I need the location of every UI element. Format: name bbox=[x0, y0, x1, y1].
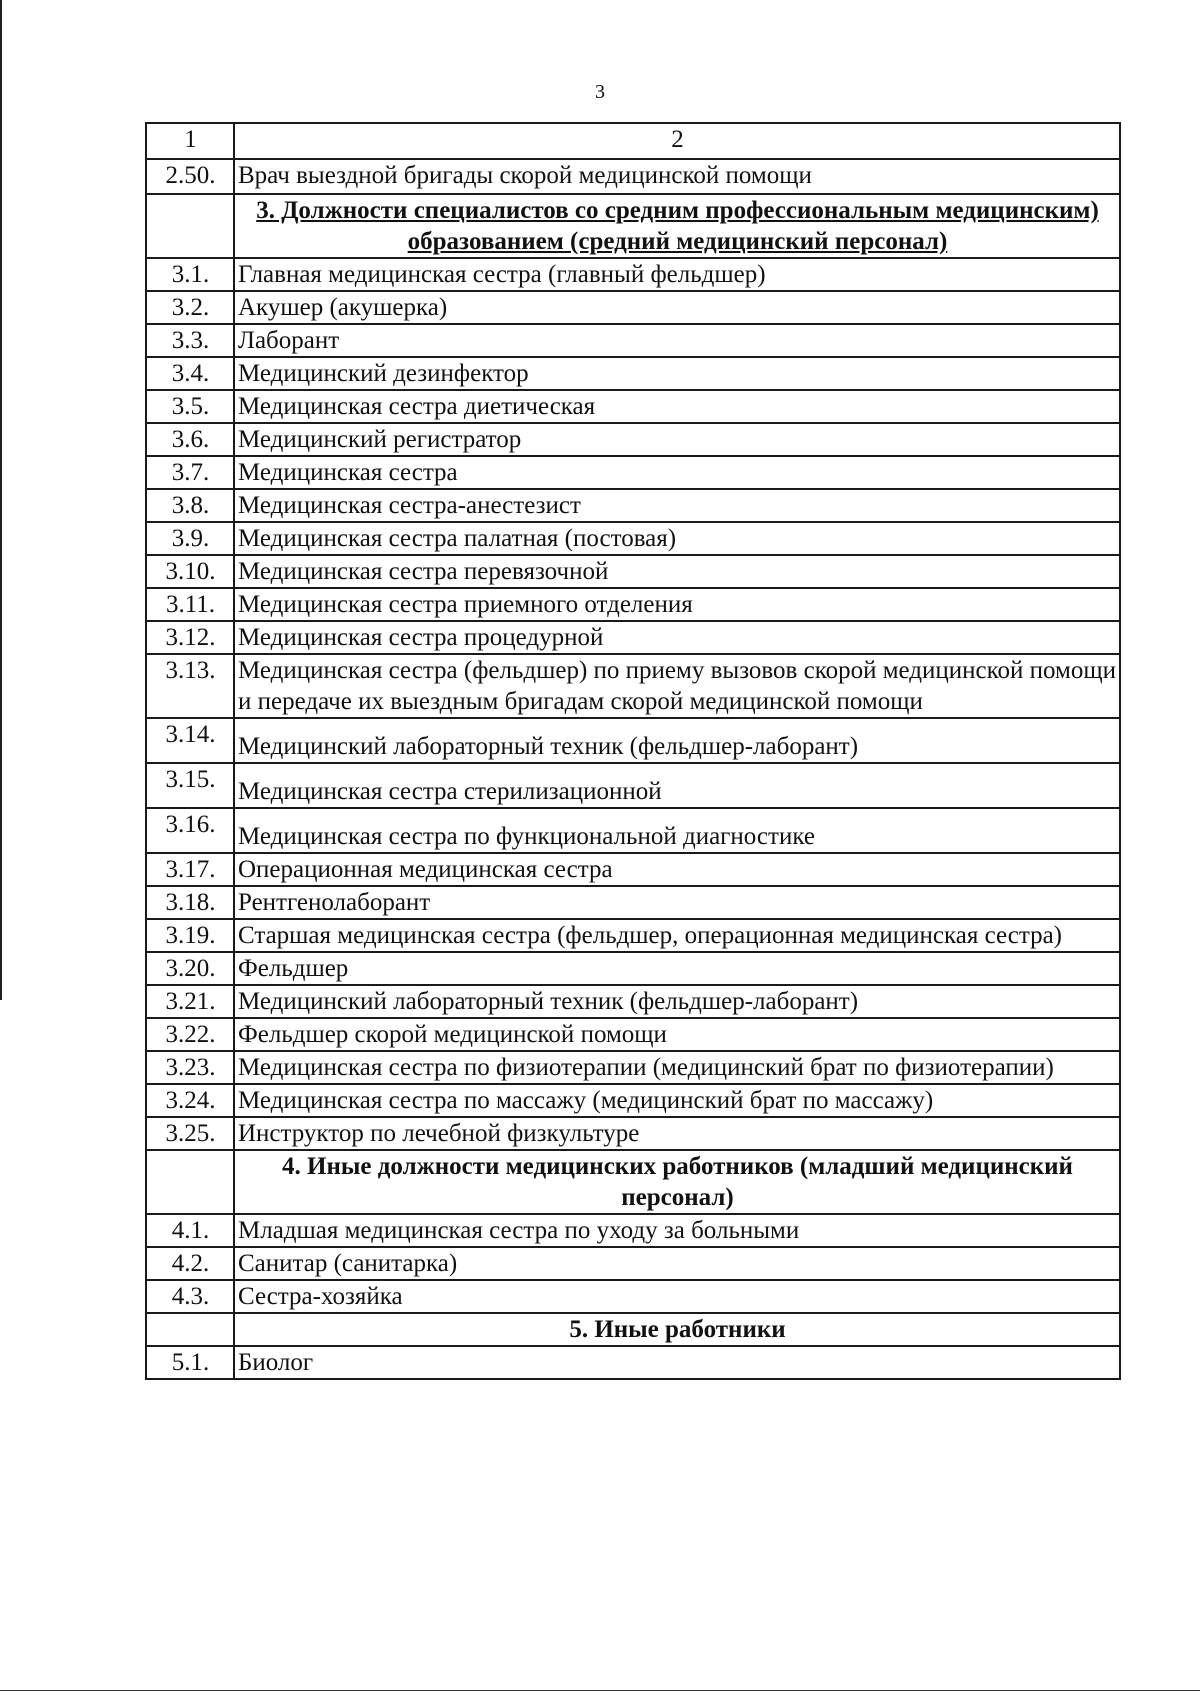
table-row bbox=[146, 258, 1120, 291]
row-position: Медицинская сестра процедурной bbox=[234, 621, 1120, 654]
row-position: Медицинская сестра по функциональной диагностике bbox=[234, 808, 1120, 853]
row-position: Медицинская сестра (фельдшер) по приему вызовов скорой медицинской помощи и передаче их выездным бригадам скорой медицинской помощи bbox=[234, 654, 1120, 718]
row-number: 3.17. bbox=[146, 853, 234, 886]
row-position: Сестра-хозяйка bbox=[234, 1280, 1120, 1313]
table-row bbox=[146, 423, 1120, 456]
table-row bbox=[146, 159, 1120, 194]
table-row bbox=[146, 456, 1120, 489]
table-row bbox=[146, 763, 1120, 808]
table-row bbox=[146, 555, 1120, 588]
row-number: 3.6. bbox=[146, 423, 234, 456]
section-heading bbox=[234, 194, 1120, 258]
row-position: Медицинская сестра стерилизационной bbox=[234, 763, 1120, 808]
section-number-cell bbox=[146, 1150, 234, 1214]
section-row bbox=[146, 1313, 1120, 1346]
table-row bbox=[146, 853, 1120, 886]
row-position: Медицинская сестра перевязочной bbox=[234, 555, 1120, 588]
row-position: Акушер (акушерка) bbox=[234, 291, 1120, 324]
row-number: 3.7. bbox=[146, 456, 234, 489]
row-number: 3.10. bbox=[146, 555, 234, 588]
table-row bbox=[146, 489, 1120, 522]
row-number: 3.20. bbox=[146, 952, 234, 985]
row-position: Медицинская сестра диетическая bbox=[234, 390, 1120, 423]
row-position: Биолог bbox=[234, 1346, 1120, 1379]
table-row bbox=[146, 390, 1120, 423]
row-position: Рентгенолаборант bbox=[234, 886, 1120, 919]
row-number: 3.16. bbox=[146, 808, 234, 853]
row-number: 3.21. bbox=[146, 985, 234, 1018]
table-row bbox=[146, 1051, 1120, 1084]
section-number-cell bbox=[146, 194, 234, 258]
row-number: 3.18. bbox=[146, 886, 234, 919]
row-position: Старшая медицинская сестра (фельдшер, операционная медицинская сестра) bbox=[234, 919, 1120, 952]
row-position: Медицинская сестра приемного отделения bbox=[234, 588, 1120, 621]
table-row bbox=[146, 654, 1120, 718]
row-position: Медицинская сестра-анестезист bbox=[234, 489, 1120, 522]
row-position: Санитар (санитарка) bbox=[234, 1247, 1120, 1280]
table-row bbox=[146, 1018, 1120, 1051]
scan-edge-bottom bbox=[0, 1690, 1200, 1691]
section-row bbox=[146, 194, 1120, 258]
row-number: 5.1. bbox=[146, 1346, 234, 1379]
table-row bbox=[146, 718, 1120, 763]
row-number: 3.12. bbox=[146, 621, 234, 654]
row-number: 3.24. bbox=[146, 1084, 234, 1117]
row-number: 3.9. bbox=[146, 522, 234, 555]
column-header-2: 2 bbox=[234, 123, 1120, 159]
page-number: 3 bbox=[595, 81, 605, 103]
table-row bbox=[146, 324, 1120, 357]
section-number-cell bbox=[146, 1313, 234, 1346]
table-row bbox=[146, 291, 1120, 324]
row-number: 4.3. bbox=[146, 1280, 234, 1313]
row-number: 3.3. bbox=[146, 324, 234, 357]
row-number: 3.8. bbox=[146, 489, 234, 522]
table-row bbox=[146, 985, 1120, 1018]
table-row bbox=[146, 808, 1120, 853]
table-header-row bbox=[146, 123, 1120, 159]
table-row bbox=[146, 1247, 1120, 1280]
row-position: Медицинский лабораторный техник (фельдшер-лаборант) bbox=[234, 985, 1120, 1018]
table-row bbox=[146, 588, 1120, 621]
row-number: 3.1. bbox=[146, 258, 234, 291]
row-position: Врач выездной бригады скорой медицинской помощи bbox=[234, 159, 1120, 194]
row-position: Медицинская сестра по физиотерапии (медицинский брат по физиотерапии) bbox=[234, 1051, 1120, 1084]
row-number: 3.13. bbox=[146, 654, 234, 718]
row-number: 2.50. bbox=[146, 159, 234, 194]
row-number: 3.19. bbox=[146, 919, 234, 952]
row-position: Операционная медицинская сестра bbox=[234, 853, 1120, 886]
table-row bbox=[146, 1346, 1120, 1379]
table-row bbox=[146, 1084, 1120, 1117]
row-number: 3.15. bbox=[146, 763, 234, 808]
table-row bbox=[146, 1214, 1120, 1247]
row-position: Младшая медицинская сестра по уходу за больными bbox=[234, 1214, 1120, 1247]
table-row bbox=[146, 522, 1120, 555]
row-position: Главная медицинская сестра (главный фельдшер) bbox=[234, 258, 1120, 291]
row-position: Лаборант bbox=[234, 324, 1120, 357]
row-position: Медицинская сестра bbox=[234, 456, 1120, 489]
column-header-1: 1 bbox=[146, 123, 234, 159]
row-number: 3.5. bbox=[146, 390, 234, 423]
table-row bbox=[146, 886, 1120, 919]
table-row bbox=[146, 621, 1120, 654]
positions-table bbox=[145, 122, 1121, 1380]
row-position: Медицинский дезинфектор bbox=[234, 357, 1120, 390]
row-position: Фельдшер bbox=[234, 952, 1120, 985]
table-row bbox=[146, 919, 1120, 952]
row-position: Фельдшер скорой медицинской помощи bbox=[234, 1018, 1120, 1051]
row-number: 4.1. bbox=[146, 1214, 234, 1247]
row-position: Медицинская сестра по массажу (медицинский брат по массажу) bbox=[234, 1084, 1120, 1117]
row-number: 3.25. bbox=[146, 1117, 234, 1150]
section-heading-text: 3. Должности специалистов со средним профессиональным медицинским) образованием (средний медицинский персонал) bbox=[256, 197, 1099, 255]
table-row bbox=[146, 952, 1120, 985]
section-heading: 5. Иные работники bbox=[234, 1313, 1120, 1346]
table-row bbox=[146, 1117, 1120, 1150]
row-position: Медицинский лабораторный техник (фельдшер-лаборант) bbox=[234, 718, 1120, 763]
row-position: Медицинский регистратор bbox=[234, 423, 1120, 456]
table-row bbox=[146, 1280, 1120, 1313]
table-row bbox=[146, 357, 1120, 390]
row-position: Медицинская сестра палатная (постовая) bbox=[234, 522, 1120, 555]
row-number: 3.22. bbox=[146, 1018, 234, 1051]
row-number: 4.2. bbox=[146, 1247, 234, 1280]
scan-edge-left bbox=[0, 0, 2, 1000]
row-number: 3.2. bbox=[146, 291, 234, 324]
row-position: Инструктор по лечебной физкультуре bbox=[234, 1117, 1120, 1150]
row-number: 3.4. bbox=[146, 357, 234, 390]
row-number: 3.14. bbox=[146, 718, 234, 763]
row-number: 3.11. bbox=[146, 588, 234, 621]
section-heading: 4. Иные должности медицинских работников (младший медицинский персонал) bbox=[234, 1150, 1120, 1214]
row-number: 3.23. bbox=[146, 1051, 234, 1084]
section-row bbox=[146, 1150, 1120, 1214]
